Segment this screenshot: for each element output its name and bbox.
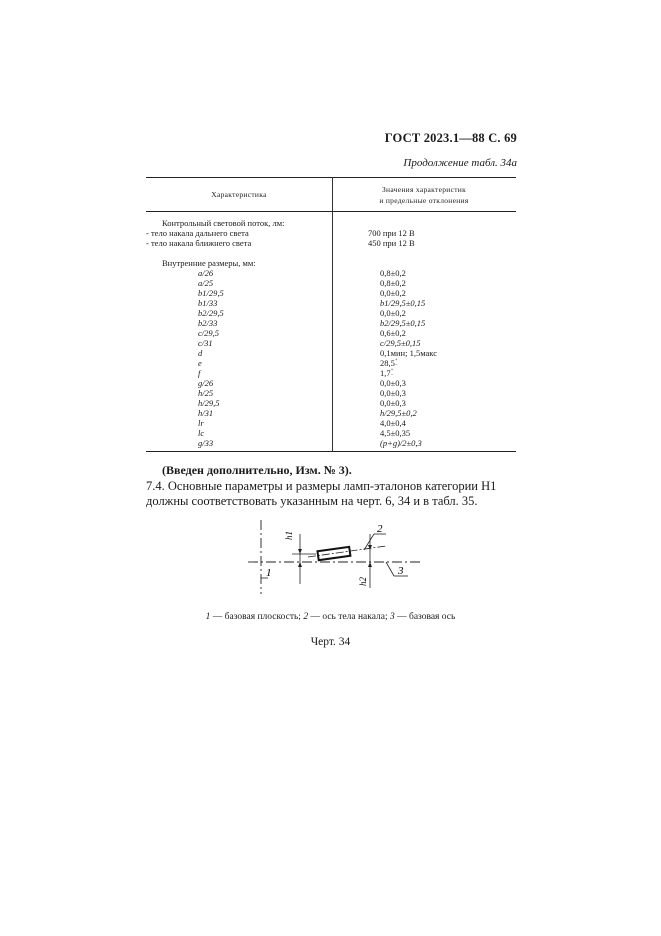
table-column-divider <box>332 177 333 452</box>
table-row-label: g/26 <box>198 378 214 388</box>
table-row-value: 4,0±0,4 <box>380 418 406 428</box>
table-row-label: - тело накала ближнего света <box>146 238 252 248</box>
caption-text-1: — базовая плоскость; <box>210 612 304 622</box>
table-row-value: 0,0±0,2 <box>380 288 406 298</box>
caption-number-3: 3 <box>389 612 395 622</box>
table-row-value: 0,0±0,3 <box>380 398 406 408</box>
table-row-label: g/33 <box>198 438 214 448</box>
section-title-dimensions: Внутренние размеры, мм: <box>162 258 256 268</box>
figure-caption <box>0 612 661 622</box>
column-header-values-line1: Значения характеристик <box>381 185 467 194</box>
label-2: 2 <box>377 523 383 535</box>
figure-title: Черт. 34 <box>310 636 351 648</box>
table-continuation-label: Продолжение табл. 34а <box>403 157 517 169</box>
tolerance-marks: + − <box>390 368 394 379</box>
table-row-value: 0,1мин; 1,5макс <box>380 348 437 358</box>
h2-arrow <box>368 545 372 550</box>
table-bottom-rule <box>146 451 516 452</box>
caption-text-2: — ось тела накала; <box>308 612 390 622</box>
table-row-label: h/25 <box>198 388 214 398</box>
table-row-value: b2/29,5±0,15 <box>380 318 426 328</box>
h1-arrow <box>298 549 302 554</box>
page-header: ГОСТ 2023.1—88 С. 69 <box>384 131 517 145</box>
filament-rect <box>317 547 350 560</box>
caption-number-2: 2 <box>303 612 309 622</box>
table-row-label: lr <box>198 418 204 428</box>
h2-label: h2 <box>358 577 368 586</box>
label-1: 1 <box>266 567 272 579</box>
table-row-label: c/29,5 <box>198 328 220 338</box>
h1-label: h1 <box>284 531 294 540</box>
amendment-note: (Введен дополнительно, Изм. № 3). <box>162 463 352 477</box>
table-row-value: 0,6±0,2 <box>380 328 406 338</box>
table-row-value: 450 при 12 В <box>368 238 415 248</box>
caption-number-1: 1 <box>205 612 211 622</box>
table-row-label: d <box>198 348 203 358</box>
table-row-label: f <box>198 368 201 378</box>
h2-arrow-lower <box>368 562 372 567</box>
h1-arrow-lower <box>298 562 302 567</box>
table-row-label: a/26 <box>198 268 214 278</box>
table-row-value: h/29,5±0,2 <box>380 408 417 418</box>
leader-3-line <box>386 562 394 576</box>
table-row-label: h/31 <box>198 408 214 418</box>
column-header-values <box>332 184 516 206</box>
table-row-value: 4,5±0,35 <box>380 428 411 438</box>
table-row-label: - тело накала дальнего света <box>146 228 249 238</box>
table-row-value: 700 при 12 В <box>368 228 415 238</box>
table-row-value: 0,0±0,3 <box>380 378 406 388</box>
characteristics-table <box>146 177 516 452</box>
table-row-label: b1/29,5 <box>198 288 224 298</box>
figure-34-drawing <box>246 516 426 596</box>
caption-text-3: — базовая ось <box>394 612 456 622</box>
table-row-value: (p+g)/2±0,3 <box>380 438 422 448</box>
table-row-value: 28,5+ − <box>380 358 398 369</box>
table-row-label: lc <box>198 428 205 438</box>
tolerance-marks: + − <box>394 358 398 369</box>
label-3: 3 <box>398 565 404 577</box>
table-row-label: b2/29,5 <box>198 308 224 318</box>
table-row-value: 0,0±0,2 <box>380 308 406 318</box>
column-header-characteristic: Характеристика <box>211 190 267 199</box>
table-row-label: a/25 <box>198 278 214 288</box>
leader-2-line <box>364 534 374 550</box>
filament-body <box>317 547 350 560</box>
table-row-label: e <box>198 358 202 368</box>
filament-diagram <box>246 516 426 596</box>
section-title-flux: Контрольный световой поток, лм: <box>162 218 285 228</box>
table-row-value: b1/29,5±0,15 <box>380 298 426 308</box>
table-row-label: h/29,5 <box>198 398 220 408</box>
paragraph-7-4: 7.4. Основные параметры и размеры ламп-эталонов категории Н1 должны соответствовать указанным на черт. 6, 34 и в табл. 35. <box>146 479 497 508</box>
table-row-value: c/29,5±0,15 <box>380 338 421 348</box>
column-header-values-line2: и предельные отклонения <box>379 196 469 205</box>
table-row-value: 0,0±0,3 <box>380 388 406 398</box>
table-row-label: c/31 <box>198 338 213 348</box>
table-row-label: b2/33 <box>198 318 218 328</box>
table-row-label: b1/33 <box>198 298 218 308</box>
table-header-rule <box>146 211 516 212</box>
table-row-value: 0,8±0,2 <box>380 278 406 288</box>
table-row-value: 0,8±0,2 <box>380 268 406 278</box>
table-row-value: 1,7+ − <box>380 368 394 379</box>
table-top-rule <box>146 177 516 178</box>
